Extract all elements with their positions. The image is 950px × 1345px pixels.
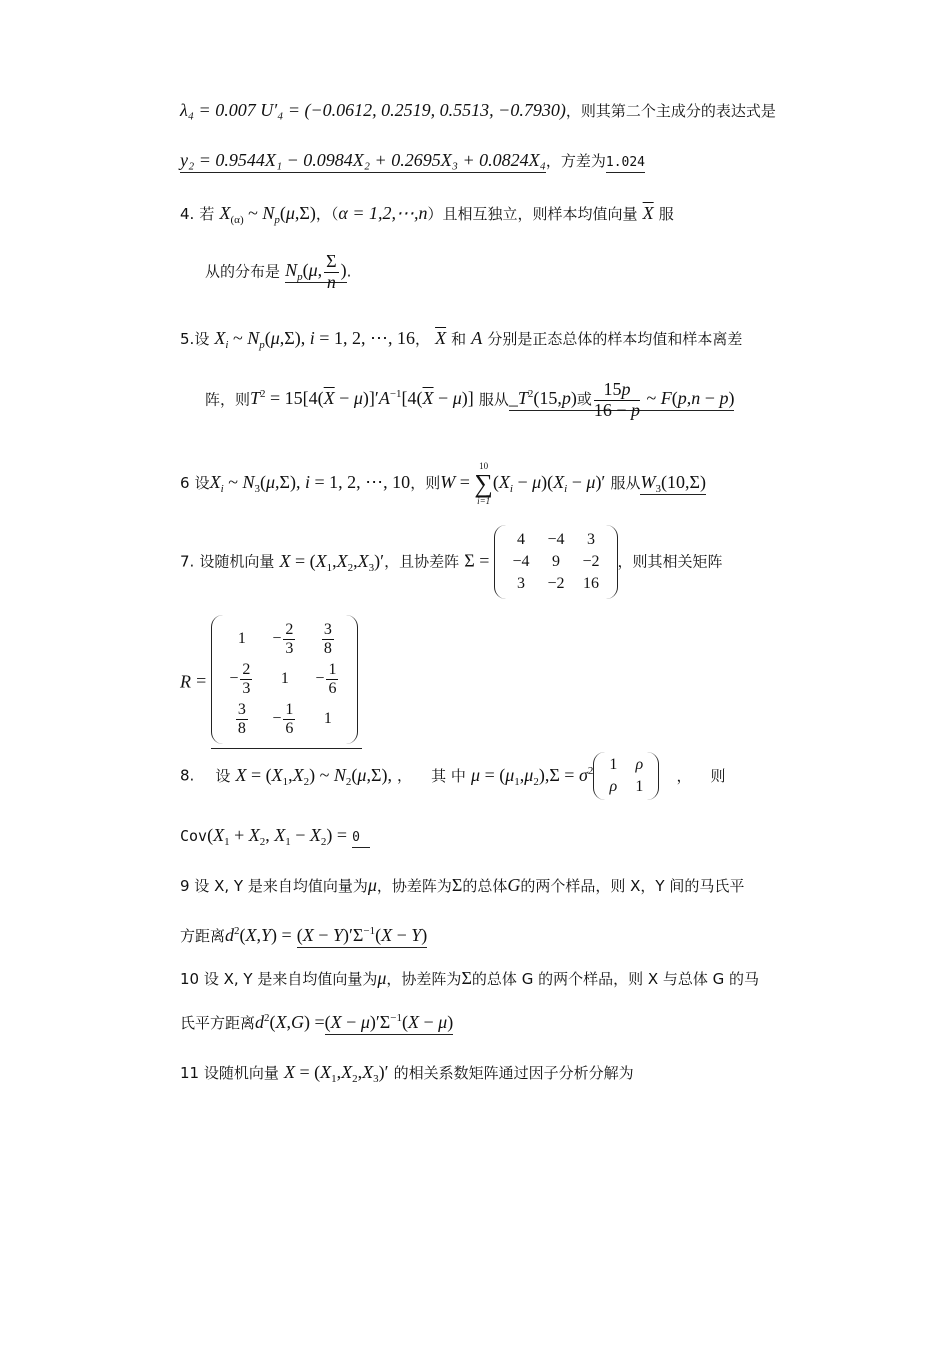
question-10-line1: 10 设 X, Y 是来自均值向量为μ，协差阵为Σ的总体 G 的两个样品，则 X 与总体 G 的马 [180,968,760,988]
question-8-line2 [180,825,810,848]
q6-text3: 服从 [610,474,641,493]
q9-text3: 的总体 [462,877,508,895]
q4-text2: ，（ [315,205,339,223]
q8-text: 设 [215,766,231,785]
q4-end: . [346,262,352,281]
question-10-line2 [180,1012,810,1033]
q4-math-dist: $X_{(\alpha)}$ ~ $N_p(\mu,\Sigma)$ [219,203,316,226]
q10-text3: 的总体 G 的两个样品，则 X 与总体 G 的马 [471,970,760,988]
q6-text2: ，则 [410,474,441,493]
q11-math-x: $X = (X_1,X_2,X_3)'$ [283,1062,389,1085]
matrix-cell: 16 [583,575,600,592]
q4-xbar: $\overline{X}$ [642,203,654,223]
q5-answer: $\_T^2(15,p)$或 $\frac{15p}{16 - p}$ ~ F(p,n − p) [508,379,735,420]
q7-text: 设随机向量 [199,552,275,571]
q4-answer: $N_p(\mu$, $\frac{\Sigma}{n}$ ) [285,251,347,292]
q4-text4: 服 [658,205,674,223]
question-4-line2 [205,252,835,293]
q7-number: 7. [180,552,195,571]
q8-cov: $Cov(X_1 + X_2$, $X_1 - X_2$) = [180,825,348,848]
q8-text3: 其 中 [431,766,466,785]
q9-text4: 的两个样品，则 X，Y 间的马氏平 [520,877,745,895]
q8-number: 8. [180,766,195,785]
q9-text: 9 设 X, Y 是来自均值向量为 [180,877,368,895]
q8-text2: ， [397,766,413,785]
q8-math-x: $X = (X_1,X_2)$ ~ $N_2(\mu,\Sigma)$, [235,764,392,788]
answer-variance: 1.024 [606,155,645,173]
q5-text4: 阵，则 [205,390,251,409]
q6-math-w: W = 10 ∑ i=1 $(X_i - \mu)(X_i - \mu)'$ [440,461,606,506]
question-9-line1: 9 设 X, Y 是来自均值向量为μ，协差阵为Σ的总体G的两个样品，则 X，Y 间的马氏平 [180,875,745,895]
q8-math-mu: $\mu = (\mu_1,\mu_2),\Sigma = \sigma^2$ [471,764,594,788]
text-variance: ，方差为 [545,152,606,170]
q4-math-alpha: α = 1,2,⋯,n [338,203,428,223]
q7-sigma-eq: Σ = [464,550,490,571]
q6-number: 6 [180,474,190,493]
q7-sigma-matrix [494,525,617,599]
q7-text3: ，则其相关矩阵 [617,552,723,571]
answer-y2-expression: y₂ = 0.9544X₁ − 0.0984X₂ + 0.2695X₃ + 0.0824X₄ [180,150,546,173]
matrix-cell: −2 [547,575,565,592]
q9-math-d2: $d^2(X,Y)$ = [225,925,292,945]
matrix-cell: −2 [582,553,600,570]
q5-number: 5. [180,330,195,348]
question-9-line2 [180,925,810,946]
matrix-cell: −4 [547,531,565,548]
q5-text: 设 [194,330,210,348]
question-5-line2 [205,380,835,421]
q10-text: 10 设 X, Y 是来自均值向量为 [180,970,378,988]
text-second-component: ，则其第二个主成分的表达式是 [565,102,776,120]
q8-answer: 0 [352,830,370,848]
q7-text2: ，且协差阵 [384,552,460,571]
matrix-cell: 3 [587,531,596,548]
q5-text2: 和 [451,330,467,348]
q10-text2: ，协差阵为 [386,970,462,988]
question-11 [180,1062,810,1085]
line-y2 [180,150,810,171]
q4-number: 4. [180,205,195,223]
matrix-cell: 3 [516,575,525,592]
question-5-line1: 5.设 $X_i$ ~ $N_p(\mu,\Sigma)$, i = 1, 2, ⋯, 16， $\overline{X}$ 和 A 分别是正态总体的样本均值和样本离差 [180,328,743,351]
q4-text3: ）且相互独立，则样本均值向量 [427,205,638,223]
q6-answer: $W_3(10,\Sigma)$ [640,472,706,496]
question-7 [180,525,810,599]
q5-text6: 或 [576,390,592,409]
q11-text2: 的相关系数矩阵通过因子分析分解为 [393,1064,634,1082]
matrix-cell: −4 [512,553,530,570]
q5-text5: 服从 [478,390,509,409]
question-8 [180,752,810,800]
q6-text: 设 [194,474,210,493]
q10-text4: 氏平方距离 [180,1014,256,1032]
line-lambda4 [180,100,810,121]
q7-answer-r: R = 1 − $\frac{2}{3}$ $\frac{3}{8}$ − $\frac{2}{3}$ 1 − $\frac{1}{6}$ $\frac{3}{8}$ − $\frac{1}{6}$ 1 [180,615,810,749]
q10-answer: $(X - \mu)'\Sigma^{-1}(X - \mu)$ [325,1012,454,1035]
question-4-line1 [180,203,810,226]
q5-a: A [471,328,483,348]
q7-r-answer: 1 − $\frac{2}{3}$ $\frac{3}{8}$ − $\frac{2}{3}$ 1 − $\frac{1}{6}$ $\frac{3}{8}$ − $\frac{1}{6}$ 1 [211,615,362,749]
q8-text4: ， [676,766,692,785]
question-6 [180,462,810,506]
q5-xbar: $\overline{X}$ [435,328,447,348]
math-lambda4: λ₄ = 0.007 U′₄ = (−0.0612, 0.2519, 0.5513, −0.7930) [180,100,566,120]
q5-math-t2: $T^2 = 15[4(\overline{X} - \mu)]'A^{-1}[4(\overline{X} - \mu)]$ [250,388,474,409]
q5-math-dist: $X_i$ ~ $N_p(\mu,\Sigma)$, i = 1, 2, ⋯, 16 [214,328,415,351]
matrix-cell: 9 [552,553,560,570]
q4-text5: 从的分布是 [205,262,281,281]
q9-text2: ，协差阵为 [376,877,452,895]
q9-text5: 方距离 [180,927,226,945]
q7-r-label: R [180,671,191,692]
q11-text: 11 设随机向量 [180,1064,279,1082]
q5-text3: 分别是正态总体的样本均值和样本离差 [487,330,743,348]
q10-math-d2: $d^2(X,G)$ = [255,1012,325,1032]
matrix-cell: 4 [516,531,525,548]
q8-text5: 则 [710,766,726,785]
q6-math-dist: $X_i$ ~ $N_3(\mu,\Sigma)$, i = 1, 2, ⋯, 10 [209,472,411,496]
q9-answer: $(X - Y)'\Sigma^{-1}(X - Y)$ [297,925,427,948]
q4-text: 若 [199,205,215,223]
q8-rho-matrix: 1 ρ ρ 1 [593,752,659,800]
q7-math-x: $X = (X_1,X_2,X_3)'$ [279,550,385,574]
